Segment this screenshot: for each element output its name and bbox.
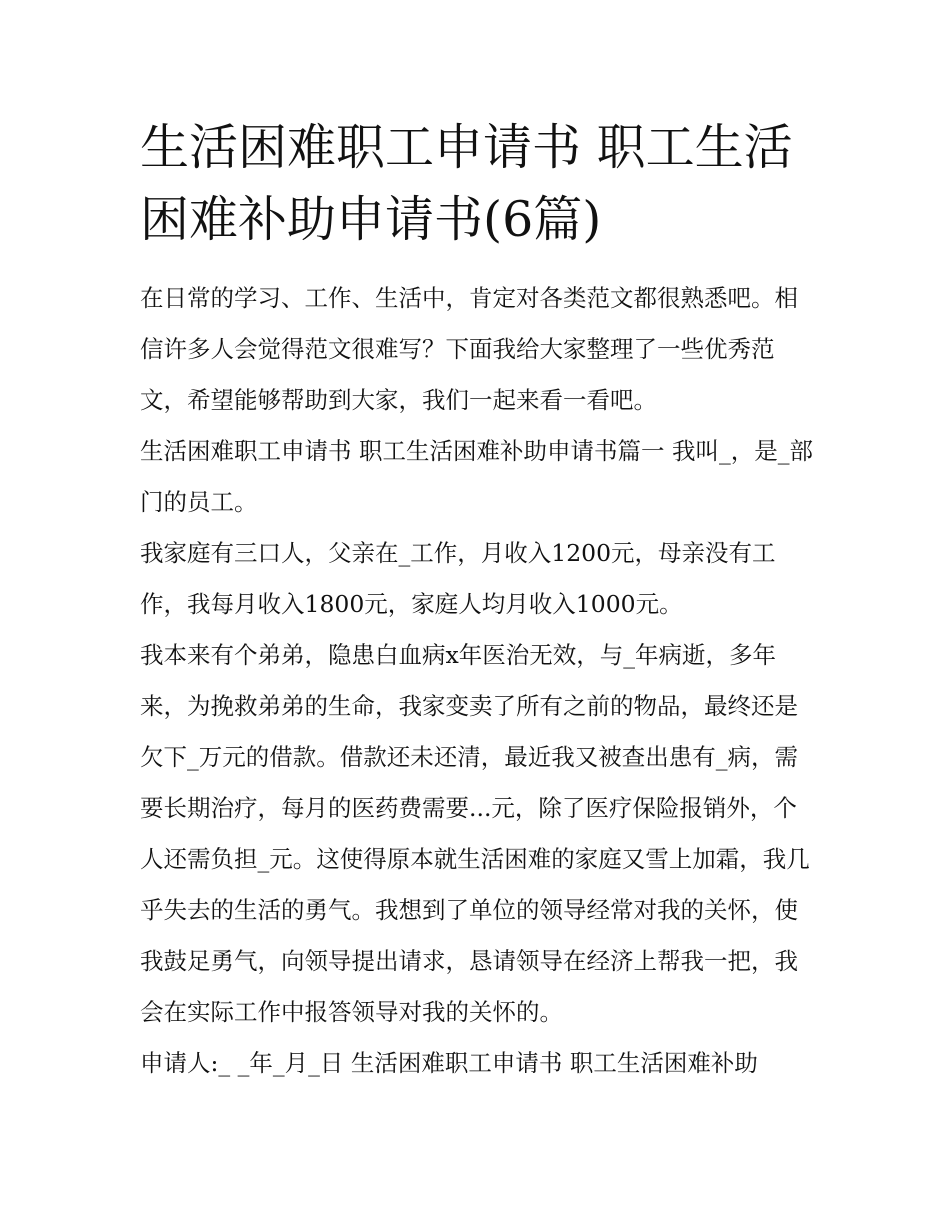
paragraph-self-intro: 生活困难职工申请书 职工生活困难补助申请书篇一 我叫_，是_部门的员工。 <box>140 437 813 516</box>
paragraph-signature: 申请人:_ _年_月_日 生活困难职工申请书 职工生活困难补助 <box>140 1049 758 1077</box>
document-body <box>140 273 820 1089</box>
paragraph-hardship: 我本来有个弟弟，隐患白血病x年医治无效，与_年病逝，多年来，为挽救弟弟的生命，我家变卖了所有之前的物品，最终还是欠下_万元的借款。借款还未还清，最近我又被查出患有_病，需要长期治疗，每月的医药费需要...元，除了医疗保险报销外，个人还需负担_元。这使得原本就生活困难的家庭又雪上加霜，我几乎失去的生活的勇气。我想到了单位的领导经常对我的关怀，使我鼓足勇气，向领导提出请求，恳请领导在经济上帮我一把，我会在实际工作中报答领导对我的关怀的。 <box>140 641 810 1026</box>
paragraph-family-income: 我家庭有三口人，父亲在_工作，月收入1200元，母亲没有工作，我每月收入1800元，家庭人均月收入1000元。 <box>140 539 776 618</box>
paragraph-intro: 在日常的学习、工作、生活中，肯定对各类范文都很熟悉吧。相信许多人会觉得范文很难写？下面我给大家整理了一些优秀范文，希望能够帮助到大家，我们一起来看一看吧。 <box>140 284 798 414</box>
document-title: 生活困难职工申请书 职工生活困难补助申请书(6篇) <box>140 119 793 248</box>
